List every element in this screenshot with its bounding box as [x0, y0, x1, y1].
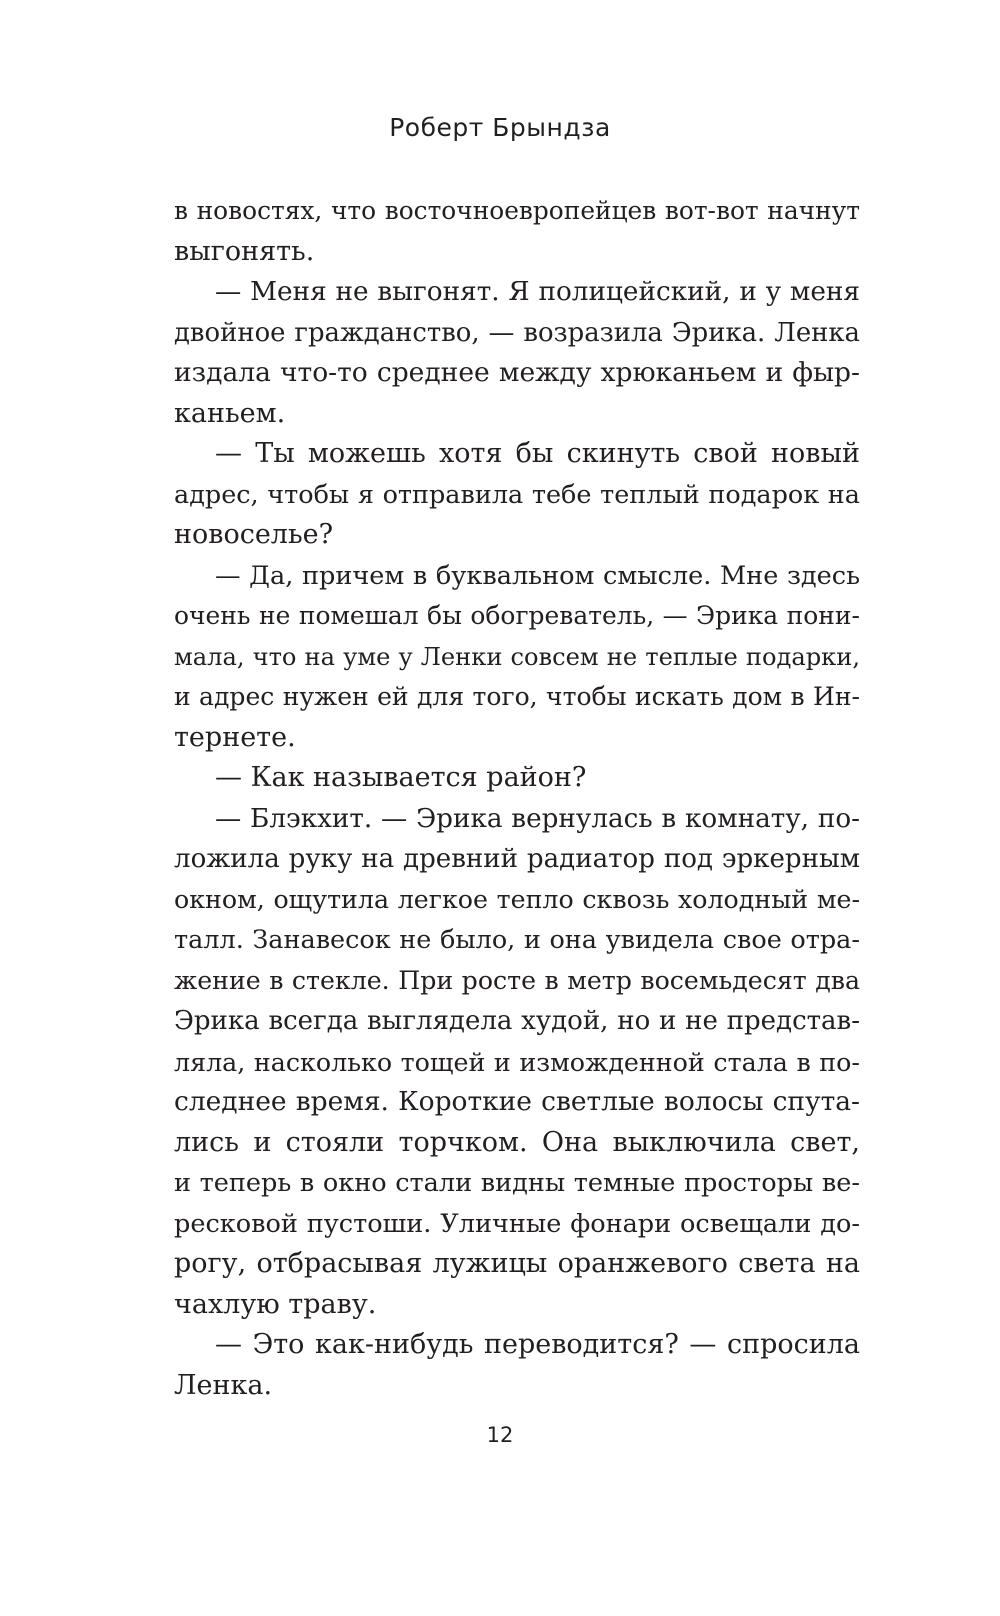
text-line: и адрес нужен ей для того, чтобы искать дом в Ин- — [174, 682, 860, 711]
text-line: — Ты можешь хотя бы скинуть свой новый — [215, 438, 860, 469]
text-line: окном, ощутила легкое тепло сквозь холодный ме- — [174, 884, 860, 914]
text-line: тернете. — [174, 721, 296, 753]
text-line: выгонять. — [174, 235, 315, 267]
text-line: мала, что на уме у Ленки совсем не теплые подарки, — [174, 642, 860, 671]
text-line: новоселье? — [174, 519, 334, 550]
text-line: рогу, отбрасывая лужицы оранжевого света на — [174, 1248, 860, 1279]
text-line: ляла, насколько тощей и изможденной стала в по- — [174, 1046, 860, 1077]
text-line: двойное гражданство, — возразила Эрика. Ленка — [174, 317, 860, 348]
text-line: издала что-то среднее между хрюканьем и фыр- — [174, 357, 860, 388]
running-head: Роберт Брындза — [389, 113, 611, 142]
text-line: Эрика всегда выглядела худой, но и не представ- — [174, 1006, 860, 1036]
text-line: — Блэкхит. — Эрика вернулась в комнату, по- — [215, 803, 860, 834]
text-line: и теперь в окно стали видны темные просторы ве- — [174, 1168, 860, 1198]
text-line: талл. Занавесок не было, и она увидела свое отра- — [174, 925, 860, 955]
text-line: чахлую траву. — [174, 1288, 377, 1320]
text-line: — Да, причем в буквальном смысле. Мне здесь — [215, 560, 860, 591]
text-line: Ленка. — [174, 1369, 273, 1401]
text-line: — Меня не выгонят. Я полицейский, и у меня — [215, 277, 860, 307]
text-line: лись и стояли торчком. Она выключила свет, — [174, 1126, 860, 1158]
text-line: ложила руку на древний радиатор под эркерным — [174, 844, 860, 874]
text-line: следнее время. Короткие светлые волосы спута- — [174, 1086, 860, 1117]
text-line: адрес, чтобы я отправила тебе теплый подарок на — [174, 479, 860, 510]
body-text — [174, 191, 860, 1406]
text-line: ресковой пустоши. Уличные фонари освещали до- — [174, 1208, 860, 1239]
text-line: — Это как-нибудь переводится? — спросила — [215, 1329, 860, 1360]
text-line: очень не помешал бы обогреватель, — Эрика пони- — [174, 601, 860, 630]
text-line: — Как называется район? — [215, 762, 587, 793]
text-line: каньем. — [174, 397, 286, 429]
text-line: в новостях, что восточноевропейцев вот-вот начнут — [174, 196, 860, 225]
text-line: жение в стекле. При росте в метр восемьдесят два — [174, 965, 860, 995]
page-number: 12 — [486, 1423, 514, 1447]
